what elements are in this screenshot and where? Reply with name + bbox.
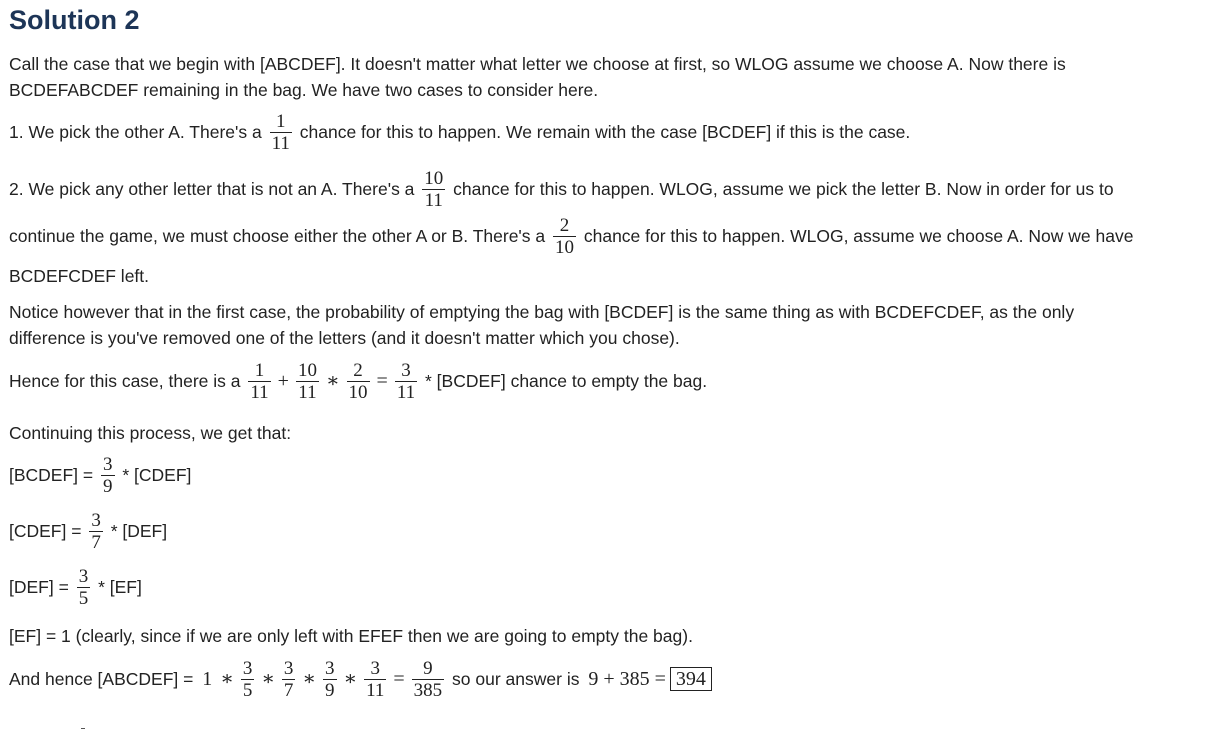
fraction-3-over-5 [77,566,91,609]
fraction-10-over-11 [422,168,445,211]
notice-line-1: Notice however that in the first case, the probability of emptying the bag with [BCDEF] is the same thing as with BCDEFCDEF, as the only [9,302,1075,322]
ef-line: [EF] = 1 (clearly, since if we are only left with EFEF then we are going to empty the bag). [9,626,693,646]
fraction-numerator: 2 [347,360,370,382]
fraction-denominator: 5 [242,680,253,701]
fraction-2-over-10 [347,360,370,403]
plus-sign: + [277,370,289,393]
fraction-1-over-11 [248,360,270,403]
fraction-denominator: 385 [413,680,443,701]
fraction-3-over-5 [241,658,255,701]
fraction-denominator: 10 [554,237,574,258]
times-sign: ∗ [343,668,358,691]
fraction-3-over-9 [101,454,115,497]
case-2-line-2-pre: continue the game, we must choose either the other A or B. There's a [9,226,546,247]
fraction-denominator: 5 [78,588,89,609]
equals-sign: = [376,370,388,393]
fraction-numerator: 3 [78,566,89,587]
fraction-10-over-11 [296,360,319,403]
intro-line-2: BCDEFABCDEF remaining in the bag. We have two cases to consider here. [9,80,599,100]
case-2-line-1 [9,169,1114,212]
hence-text-post: * [BCDEF] chance to empty the bag. [425,371,708,392]
fraction-3-over-11 [364,658,386,701]
case-2-line-2 [9,216,1133,259]
fraction-1-over-11 [270,111,292,154]
fraction-numerator: 3 [103,454,113,475]
equation-bcdef [9,455,191,498]
intro-line-1: Call the case that we begin with [ABCDEF]. It doesn't matter what letter we choose at first, so WLOG assume we choose A. Now there is [9,54,1066,74]
case-2-line-3: BCDEFCDEF left. [9,266,150,286]
equation-lhs: [CDEF] = [9,521,82,542]
fraction-9-over-385 [412,658,445,701]
fraction-numerator: 10 [424,168,444,189]
case-1-line [9,112,910,155]
equation-rhs: * [EF] [98,577,142,598]
fraction-denominator: 11 [271,133,290,154]
fraction-denominator: 9 [325,680,335,701]
fraction-denominator: 7 [283,680,294,701]
fraction-3-over-7 [89,510,103,553]
fraction-numerator: 3 [395,360,417,382]
equals-sign: = [393,668,405,691]
case-2-text-post: chance for this to happen. WLOG, assume we pick the letter B. Now in order for us to [453,179,1114,200]
boxed-answer: 394 [670,667,712,691]
equation-rhs: * [CDEF] [122,465,192,486]
fraction-denominator: 7 [91,532,101,553]
fraction-denominator: 10 [348,382,368,403]
solution-heading: Solution 2 [9,5,140,35]
notice-line-2: difference is you've removed one of the letters (and it doesn't matter which you chose). [9,328,680,348]
fraction-3-over-7 [282,658,296,701]
fraction-3-over-11 [395,360,417,403]
hence-text-pre: Hence for this case, there is a [9,371,241,392]
fraction-3-over-9 [323,658,337,701]
case-2-text-pre: 2. We pick any other letter that is not an A. There's a [9,179,415,200]
final-text-pre: And hence [ABCDEF] = [9,669,194,690]
final-text-mid: so our answer is [452,669,580,690]
fraction-numerator: 1 [270,111,292,133]
fraction-denominator: 11 [298,382,317,403]
case-1-text-pre: 1. We pick the other A. There's a [9,122,262,143]
continuing-line: Continuing this process, we get that: [9,423,292,443]
fraction-denominator: 11 [396,382,416,403]
fraction-numerator: 9 [412,658,445,680]
page-edge-mark [81,728,85,729]
fraction-numerator: 3 [91,510,101,531]
fraction-numerator: 1 [248,360,270,382]
equation-lhs: [DEF] = [9,577,69,598]
times-sign: ∗ [261,668,275,691]
fraction-denominator: 11 [250,382,269,403]
one-value: 1 [202,668,213,691]
final-line [9,659,712,702]
case-2-line-2-post: chance for this to happen. WLOG, assume we choose A. Now we have [583,226,1134,247]
times-sign: ∗ [325,370,340,393]
case-1-text-post: chance for this to happen. We remain with the case [BCDEF] if this is the case. [299,122,911,143]
fraction-numerator: 3 [242,658,253,679]
equation-lhs: [BCDEF] = [9,465,94,486]
times-sign: ∗ [302,668,316,691]
equation-cdef [9,511,167,554]
fraction-numerator: 3 [364,658,386,680]
fraction-denominator: 9 [103,476,113,497]
times-sign: ∗ [220,668,234,691]
fraction-denominator: 11 [424,190,443,211]
fraction-denominator: 11 [366,680,385,701]
equation-def [9,567,142,610]
answer-sum: 9 + 385 = [588,668,666,691]
fraction-numerator: 10 [297,360,317,381]
fraction-2-over-10 [553,215,576,258]
fraction-numerator: 2 [553,215,576,237]
equation-rhs: * [DEF] [110,521,168,542]
fraction-numerator: 3 [325,658,335,679]
fraction-numerator: 3 [283,658,294,679]
hence-line [9,361,707,404]
